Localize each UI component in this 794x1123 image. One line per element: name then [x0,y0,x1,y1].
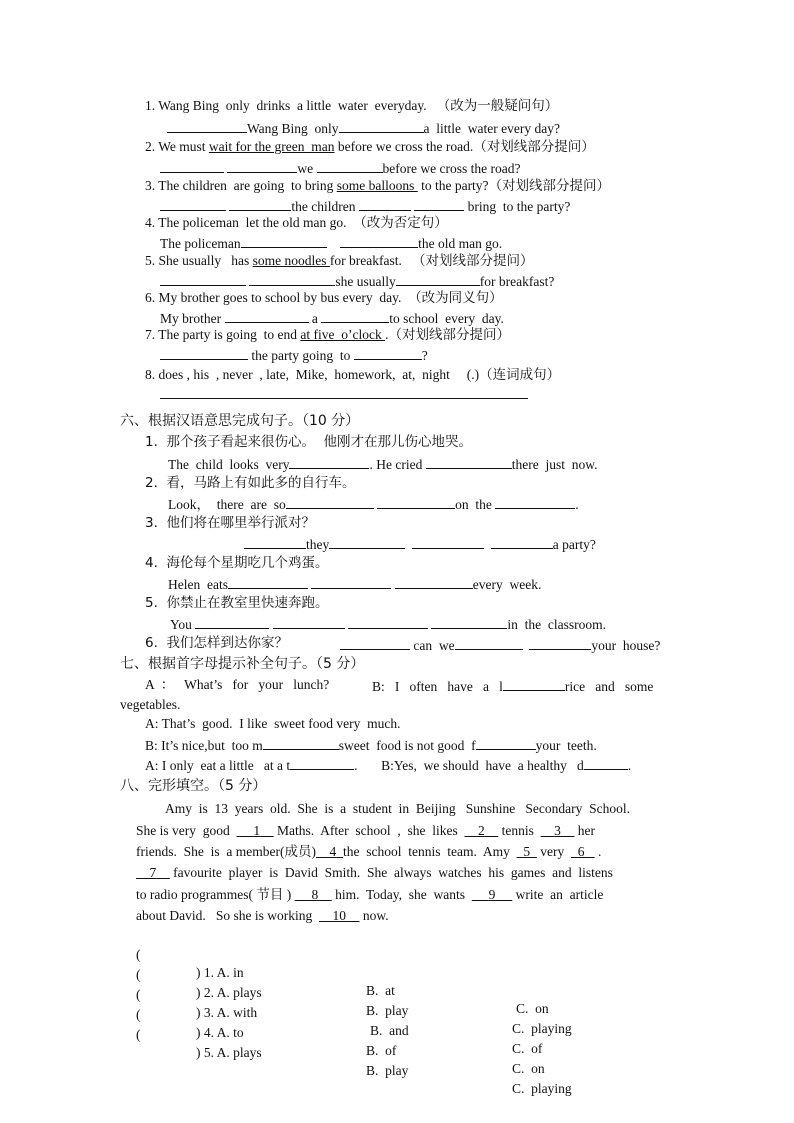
blank-number: 5 [523,844,531,859]
question-6-2-chinese: 2. 看，马路上有如此多的自行车。 [145,475,356,491]
answer-text: the party going to [251,348,351,363]
dialogue-text: sweet food is not good f [338,738,476,753]
passage-text: favourite player is David Smith. She always watches his games and listens [169,865,613,880]
answer-text: . [575,497,579,512]
question-6-3-chinese: 3. 他们将在哪里举行派对？ [145,515,315,531]
answer-blank[interactable] [321,308,389,323]
blank-number: 3 [554,823,561,838]
answer-text: every week. [472,577,542,592]
question-text: 7. The party is going to end [145,327,301,342]
question-text: 3. The children are going to bring [145,178,337,193]
answer-blank[interactable] [426,454,512,469]
answer-text: the old man go. [418,236,503,251]
passage-line-6 [136,907,389,925]
passage-text: ) [283,887,295,902]
passage-line-1: Amy is 13 years old. She is a student in Beijing Sunshine Secondary School. [165,801,630,816]
answer-blank[interactable] [160,384,528,399]
answer-text: The policeman [160,236,241,251]
answer-line-5-6 [160,308,504,328]
answer-text: Look， there are so [168,497,286,512]
instruction-note: （对划线部分提问） [488,178,611,194]
section-8-heading: 八、完形填空。（5 分） [120,778,267,794]
question-text: . [385,327,389,342]
instruction-note: （改为一般疑问句） [436,98,559,114]
answer-text: for breakfast? [479,274,555,289]
answer-blank[interactable] [455,635,523,650]
answer-blank[interactable] [249,271,335,286]
option-b[interactable]: B. of [366,1043,397,1058]
answer-blank[interactable] [340,233,418,248]
passage-text: him. Today, she wants [331,887,469,902]
option-a[interactable]: ) 3. A. with [196,1005,258,1020]
section-6-heading: 六、根据汉语意思完成句子。（10 分） [120,413,360,429]
answer-text: You [170,617,192,632]
answer-blank[interactable] [395,574,473,589]
answer-blank[interactable] [241,233,327,248]
question-text: 8. does , his , never , late, Mike, homework, at, night [145,367,450,382]
answer-text: ? [421,348,428,363]
answer-line-5-4 [160,233,502,253]
answer-blank[interactable] [414,196,464,211]
question-text: 5. She usually has [145,253,253,268]
option-c[interactable]: C. on [516,1001,549,1016]
question-5-7 [145,326,510,344]
option-a[interactable]: ) 4. A. to [196,1025,244,1040]
dialogue-text: . [627,758,632,773]
answer-line-6-1 [168,454,597,474]
option-c[interactable]: C. playing [512,1021,572,1036]
option-b[interactable]: B. play [366,1003,409,1018]
answer-blank[interactable] [273,614,345,629]
answer-text: Wang Bing only [247,121,339,136]
passage-text: Maths. After school , she likes [273,823,462,838]
cloze-blank-7[interactable] [136,865,170,880]
dialogue-line-2: vegetables. [120,697,181,712]
passage-text: to radio programmes( [136,887,257,902]
answer-line-5-1 [167,118,560,138]
answer-text: My brother [160,311,222,326]
answer-blank[interactable] [229,196,291,211]
option-c[interactable]: C. playing [512,1081,572,1096]
punctuation-hint: (.) [466,367,480,382]
passage-text: now. [359,908,389,923]
answer-line-6-4 [168,574,541,594]
blank-number: 9 [488,887,496,902]
underlined-phrase: at five o’clock [300,327,386,342]
question-5-5 [145,252,533,270]
question-5-2 [145,138,595,156]
underlined-phrase: some balloons [336,178,418,193]
answer-blank[interactable] [359,196,411,211]
passage-text: the school tennis team. Amy [342,844,514,859]
answer-text: a [311,311,318,326]
question-5-3 [145,177,610,195]
blank-number: 10 [332,908,346,923]
dialogue-line-4 [145,735,597,755]
answer-paren-open[interactable]: ( [136,1027,141,1042]
passage-line-5 [136,886,603,904]
answer-text: before we cross the road? [382,161,521,176]
answer-blank[interactable] [529,635,591,650]
answer-blank[interactable] [160,271,246,286]
cloze-blank-9[interactable] [472,887,513,902]
answer-line-5-2 [160,158,520,178]
question-text: 4. The policeman let the old man go. [145,215,347,230]
dialogue-line-3: A: That’s good. I like sweet food very much. [145,716,401,731]
answer-text: there just now. [511,457,598,472]
answer-text: can we [413,638,455,653]
answer-text: in the classroom. [507,617,607,632]
answer-blank[interactable] [289,454,369,469]
question-5-1 [145,97,558,115]
answer-line-5-8 [160,384,528,404]
question-text: to the party? [417,178,489,193]
answer-blank[interactable] [340,635,410,650]
question-6-4-chinese: 4. 海伦每个星期吃几个鸡蛋。 [145,555,329,571]
answer-line-6-2 [168,494,579,514]
answer-blank[interactable] [491,534,553,549]
instruction-note: （对划线部分提问） [388,327,510,343]
question-5-6 [145,289,503,307]
answer-blank[interactable] [195,614,269,629]
answer-text: bring to the party? [467,199,571,214]
answer-blank[interactable] [160,345,248,360]
question-text: for breakfast. [329,253,402,268]
option-b[interactable]: B. play [366,1063,409,1078]
answer-text: we [297,161,314,176]
question-5-8 [145,366,560,384]
blank-number: 4 [329,844,337,859]
question-text: 1. Wang Bing only drinks a little water everyday. [145,98,427,113]
dialogue-line-5 [145,755,631,775]
dialogue-text: B: I often have a l [372,679,503,694]
dialogue-text: . [354,758,358,773]
answer-blank[interactable] [227,158,297,173]
answer-blank[interactable] [290,755,354,770]
passage-text: her [574,823,595,838]
answer-text: a little water every day? [423,121,560,136]
option-a[interactable]: ) 2. A. plays [196,985,262,1000]
answer-blank[interactable] [263,735,339,750]
answer-blank[interactable] [584,755,628,770]
answer-blank[interactable] [167,118,247,133]
cloze-blank-5[interactable] [517,844,537,859]
answer-text: . He cried [369,457,423,472]
underlined-phrase: some noodles [252,253,330,268]
answer-blank[interactable] [286,494,374,509]
answer-text: The child looks very [168,457,290,472]
answer-blank[interactable] [225,308,309,323]
question-5-4 [145,214,448,232]
section-7-heading: 七、根据首字母提示补全句子。（5 分） [120,656,365,672]
answer-blank[interactable] [160,158,224,173]
answer-line-6-5 [170,614,606,634]
option-a[interactable]: ) 5. A. plays [196,1045,262,1060]
underlined-phrase: wait for the green man [208,139,335,154]
answer-blank[interactable] [476,735,536,750]
answer-blank[interactable] [244,534,306,549]
passage-text: She is very good [136,823,234,838]
instruction-note: （对划线部分提问） [411,253,534,269]
dialogue-line-1b [372,676,653,696]
answer-line-6-3 [244,534,596,554]
instruction-note: （改为否定句） [353,215,448,231]
question-text: before we cross the road. [334,139,474,154]
answer-line-5-7 [160,345,428,365]
answer-blank[interactable] [495,494,575,509]
answer-text: they [306,537,330,552]
answer-text: Helen eats [168,577,228,592]
passage-line-3 [136,843,601,861]
question-6-1-chinese: 1. 那个孩子看起来很伤心。 他刚才在那儿伤心地哭。 [145,434,473,450]
answer-blank[interactable] [311,574,391,589]
cloze-blank-1[interactable] [237,823,274,838]
answer-paren-open[interactable]: ( [136,967,141,982]
dialogue-text: A: I only eat a little at a t [145,758,291,773]
answer-text: to school every day. [389,311,504,326]
answer-blank[interactable] [317,158,383,173]
option-b[interactable]: B. at [366,983,395,998]
answer-paren-open[interactable]: ( [136,1007,141,1022]
answer-text: a party? [552,537,596,552]
option-b[interactable]: B. and [370,1023,409,1038]
answer-paren-open[interactable]: ( [136,947,141,962]
answer-blank[interactable] [503,676,565,691]
passage-text: ) [311,844,316,859]
question-text: 6. My brother goes to school by bus every day. [145,290,402,305]
answer-blank[interactable] [339,118,424,133]
answer-blank[interactable] [329,534,405,549]
blank-number: 8 [311,887,319,902]
cloze-blank-8[interactable] [295,887,332,902]
passage-text: about David. So she is working [136,908,316,923]
option-c[interactable]: C. on [512,1061,545,1076]
passage-text: friends. She is a member( [136,844,285,859]
answer-blank[interactable] [412,534,484,549]
answer-blank[interactable] [228,574,308,589]
question-6-6-chinese: 6. 我们怎样到达你家？ [145,635,288,651]
answer-blank[interactable] [160,196,226,211]
dialogue-line-1a: A ： What’s for your lunch? [145,677,330,692]
dialogue-text: rice and some [564,679,654,694]
cloze-blank-6[interactable] [571,844,595,859]
dialogue-text: your teeth. [535,738,597,753]
blank-number: 6 [577,844,585,859]
answer-text: she usually [335,274,396,289]
answer-blank[interactable] [377,494,455,509]
blank-number: 2 [477,823,485,838]
instruction-note: （连词成句） [479,367,561,383]
dialogue-text: B: It’s nice,but too m [145,738,263,753]
answer-blank[interactable] [431,614,507,629]
passage-text: very [536,844,568,859]
answer-text: the children [291,199,356,214]
question-text: 2. We must [145,139,209,154]
instruction-note: （改为同义句） [408,290,503,306]
blank-number: 7 [149,865,157,880]
answer-line-5-5 [160,271,554,291]
passage-text: 节目 [256,887,284,903]
passage-text: tennis [498,823,538,838]
answer-line-6-6 [340,635,660,655]
passage-line-2 [136,822,595,840]
answer-blank[interactable] [348,614,428,629]
answer-text: on the [455,497,492,512]
cloze-blank-10[interactable] [319,908,360,923]
answer-blank[interactable] [396,271,480,286]
option-a[interactable]: ) 1. A. in [196,965,244,980]
cloze-blank-4[interactable] [316,844,343,859]
answer-line-5-3 [160,196,570,216]
question-6-5-chinese: 5. 你禁止在教室里快速奔跑。 [145,595,329,611]
dialogue-text: B:Yes, we should have a healthy d [381,758,584,773]
instruction-note: （对划线部分提问） [473,139,595,155]
passage-text: . [594,844,602,859]
option-c[interactable]: C. of [512,1041,543,1056]
passage-line-4 [136,864,613,882]
cloze-blank-3[interactable] [541,823,575,838]
answer-blank[interactable] [354,345,422,360]
cloze-blank-2[interactable] [464,823,498,838]
passage-text: 成员 [284,844,312,860]
passage-text: write an article [512,887,604,902]
blank-number: 1 [253,823,261,838]
answer-text: your house? [591,638,661,653]
answer-paren-open[interactable]: ( [136,987,141,1002]
